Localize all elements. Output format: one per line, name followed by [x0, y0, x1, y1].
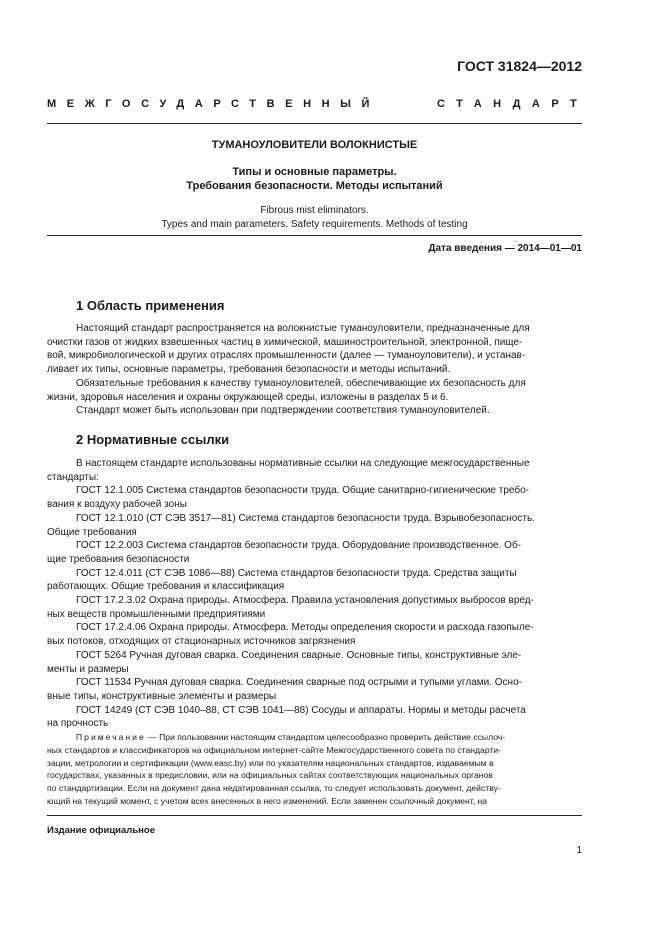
- document-subtitle: [47, 165, 582, 193]
- document-code: ГОСТ 31824—2012: [457, 58, 582, 74]
- text-line: менты и размеры: [47, 663, 129, 675]
- banner-left-word: МЕЖГОСУДАРСТВЕННЫЙ: [47, 98, 381, 110]
- text-line: щие требования безопасности: [47, 553, 190, 565]
- text-line: ГОСТ 12.4.011 (СТ СЭВ 1086—88) Система стандартов безопасности труда. Средства защиты: [76, 567, 517, 579]
- text-line: ГОСТ 12.1.010 (СТ СЭВ 3517—81) Система стандартов безопасности труда. Взрывобезопасность.: [76, 512, 535, 524]
- english-title: [47, 204, 582, 232]
- english-title-line-1: Fibrous mist eliminators.: [260, 205, 369, 216]
- header-rule: [47, 123, 582, 124]
- note-line: ных стандартов и классификаторов на официальном интернет-сайте Межгосударственного совета по стандарти-: [47, 744, 502, 755]
- standard-banner: [47, 98, 589, 110]
- text-line: жизни, здоровья населения и охраны окружающей среды, изложены в разделах 5 и 6.: [47, 391, 449, 403]
- note-line: ющий на текущий момент, с учетом всех внесенных в него изменений. Если заменен ссылочный документ, на: [47, 795, 488, 806]
- section-1-body: [47, 322, 582, 418]
- introduction-date: Дата введения — 2014—01—01: [428, 243, 582, 254]
- text-line: Обязательные требования к качеству туманоуловителей, обеспечивающие их безопасность для: [76, 377, 526, 389]
- text-line: ных веществ промышленными предприятиями: [47, 608, 266, 620]
- text-line: вых потоков, отходящих от стационарных источников загрязнения: [47, 636, 356, 648]
- text-line: вой, микробиологической и других отраслях промышленности (далее — туманоуловители), и устанав-: [47, 350, 526, 362]
- note-line: государствах, указанных в предисловии, или на официальных сайтах соответствующих национальных органов: [47, 770, 493, 781]
- text-line: Общие требования: [47, 526, 137, 538]
- text-line: работающих. Общие требования и классификация: [47, 581, 285, 593]
- text-line: вания к воздуху рабочей зоны: [47, 499, 187, 511]
- section-1-heading: 1 Область применения: [76, 298, 225, 313]
- text-line: ГОСТ 12.1.005 Система стандартов безопасности труда. Общие санитарно-гигиенические требо-: [76, 485, 529, 497]
- note-label: Примечание: [76, 732, 146, 742]
- text-line: В настоящем стандарте использованы нормативные ссылки на следующие межгосударственные: [76, 458, 530, 469]
- page-number: 1: [576, 845, 582, 856]
- note-first-text: — При пользовании настоящим стандартом целесообразно проверить действие ссылоч-: [145, 732, 506, 742]
- note-line: по стандартизации. Если на документ дана недатированная ссылка, то следует использовать документ, действу-: [47, 783, 501, 794]
- text-line: стандарты:: [47, 471, 99, 483]
- footer-rule: [47, 815, 582, 816]
- note-block: [47, 731, 582, 808]
- text-line: Настоящий стандарт распространяется на волокнистые туманоуловители, предназначенные для: [76, 323, 530, 334]
- text-line: ГОСТ 5264 Ручная дуговая сварка. Соединения сварные. Основные типы, конструктивные эле-: [76, 649, 522, 661]
- subtitle-line-1: Типы и основные параметры.: [232, 166, 397, 178]
- text-line: ГОСТ 11534 Ручная дуговая сварка. Соединения сварные под острыми и тупыми углами. Осно-: [76, 677, 522, 689]
- text-line: вные типы, конструктивные элементы и размеры: [47, 690, 277, 702]
- text-line: ГОСТ 17.2.3.02 Охрана природы. Атмосфера. Правила установления допустимых выбросов вред-: [76, 595, 534, 607]
- text-line: очистки газов от жидких взвешенных частиц в химической, машиностроительной, электронной, пище-: [47, 336, 523, 348]
- section-2-heading: 2 Нормативные ссылки: [76, 432, 230, 447]
- note-line: зации, метрологии и сертификации (www.easc.by) или по указателям национальных стандартов, издаваемым в: [47, 757, 494, 768]
- text-line: ливает их типы, основные параметры, требования безопасности и методы испытаний.: [47, 364, 451, 376]
- banner-right-word: СТАНДАРТ: [437, 98, 589, 110]
- subtitle-line-2: Требования безопасности. Методы испытаний: [186, 180, 443, 192]
- title-rule: [47, 235, 582, 236]
- note-first-line: [47, 731, 582, 744]
- text-line: на прочность: [47, 718, 109, 730]
- official-edition-label: Издание официальное: [47, 825, 155, 836]
- text-line: Стандарт может быть использован при подтверждении соответствия туманоуловителей.: [76, 405, 490, 417]
- text-line: ГОСТ 17.2.4.06 Охрана природы. Атмосфера. Методы определения скорости и расхода газопыле-: [76, 622, 534, 634]
- text-line: ГОСТ 14249 (СТ СЭВ 1040–88, СТ СЭВ 1041—88) Сосуды и аппараты. Нормы и методы расчета: [76, 704, 526, 716]
- english-title-line-2: Types and main parameters. Safety requirements. Methods of testing: [161, 219, 468, 230]
- text-line: ГОСТ 12.2.003 Система стандартов безопасности труда. Оборудование производственное. Об-: [76, 540, 521, 552]
- document-title: ТУМАНОУЛОВИТЕЛИ ВОЛОКНИСТЫЕ: [211, 139, 418, 151]
- section-2-body: [47, 457, 582, 731]
